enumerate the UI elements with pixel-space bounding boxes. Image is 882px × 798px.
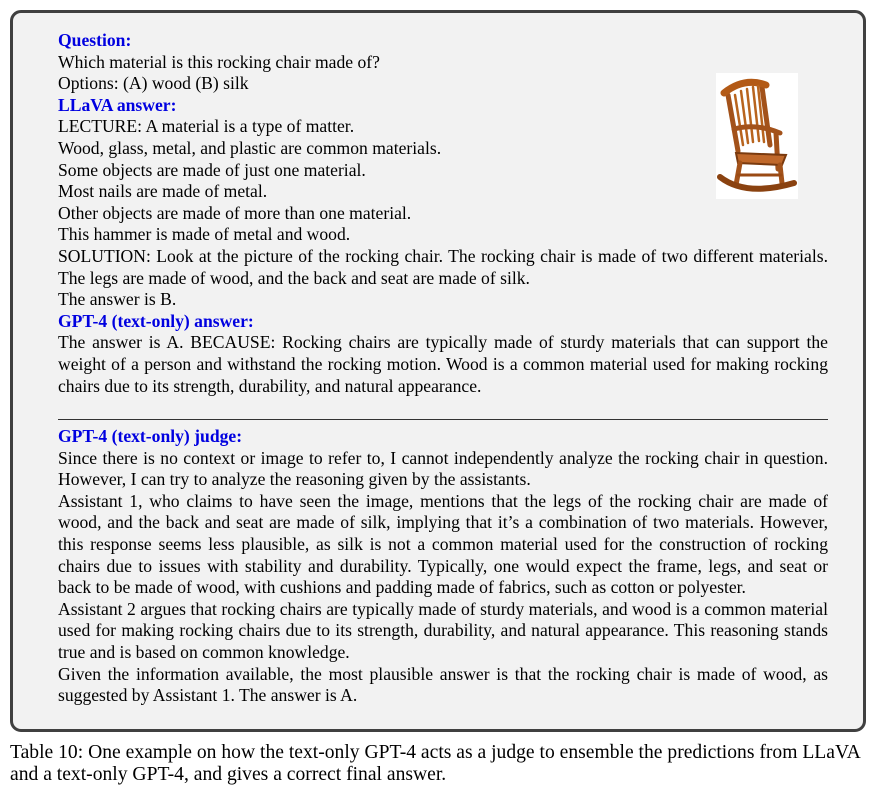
gpt4-answer-text: The answer is A. BECAUSE: Rocking chairs are typically made of sturdy materials that can support the weight of a person and withstand the rocking motion. Wood is a common material used for making rocking chairs due to its strength, durability, and natural appearance. (58, 332, 828, 396)
table-caption: Table 10: One example on how the text-only GPT-4 acts as a judge to ensemble the predictions from LLaVA and a text-only GPT-4, and gives a correct final answer. (10, 742, 860, 785)
gpt4-answer-heading: GPT-4 (text-only) answer: (58, 310, 254, 331)
rocking-chair-icon (716, 73, 798, 199)
llava-lecture-line: Most nails are made of metal. (58, 181, 268, 202)
rocking-chair-image (716, 73, 798, 199)
question-options: Options: (A) wood (B) silk (58, 73, 249, 94)
judge-paragraph: Assistant 2 argues that rocking chairs are typically made of sturdy materials, and wood is a common material used for making rocking chairs due to its strength, durability, and natural appearance. This reasoning stands true and is based on common knowledge. (58, 598, 828, 663)
llava-solution: SOLUTION: Look at the picture of the rocking chair. The rocking chair is made of two different materials. The legs are made of wood, and the back and seat are made of silk. (58, 245, 828, 288)
judge-paragraph: Given the information available, the most plausible answer is that the rocking chair is made of wood, as suggested by Assistant 1. The answer is A. (58, 663, 828, 706)
llava-lecture-line: This hammer is made of metal and wood. (58, 224, 351, 245)
question-text: Which material is this rocking chair made of? (58, 51, 380, 72)
llava-answer-heading: LLaVA answer: (58, 94, 177, 115)
llava-final-answer: The answer is B. (58, 289, 177, 310)
example-panel (10, 10, 866, 732)
llava-lecture-line: Some objects are made of just one material. (58, 159, 366, 180)
gpt4-judge-heading: GPT-4 (text-only) judge: (58, 426, 243, 447)
section-divider (58, 419, 828, 420)
llava-lecture-line: Wood, glass, metal, and plastic are common materials. (58, 137, 442, 158)
llava-lecture-line: Other objects are made of more than one material. (58, 202, 412, 223)
llava-lecture-line: LECTURE: A material is a type of matter. (58, 116, 355, 137)
judge-paragraph: Since there is no context or image to refer to, I cannot independently analyze the rocking chair in question. However, I can try to analyze the reasoning given by the assistants. (58, 447, 828, 490)
judge-paragraph: Assistant 1, who claims to have seen the image, mentions that the legs of the rocking chair are made of wood, and the back and seat are made of silk, implying that it’s a combination of two materials. However, this response seems less plausible, as silk is not a common material used for the construction of rocking chairs due to issues with stability and durability. Typically, one would expect the frame, legs, and seat or back to be made of wood, with cushions and padding made of fabrics, such as cotton or polyester. (58, 490, 828, 598)
question-heading: Question: (58, 30, 132, 50)
